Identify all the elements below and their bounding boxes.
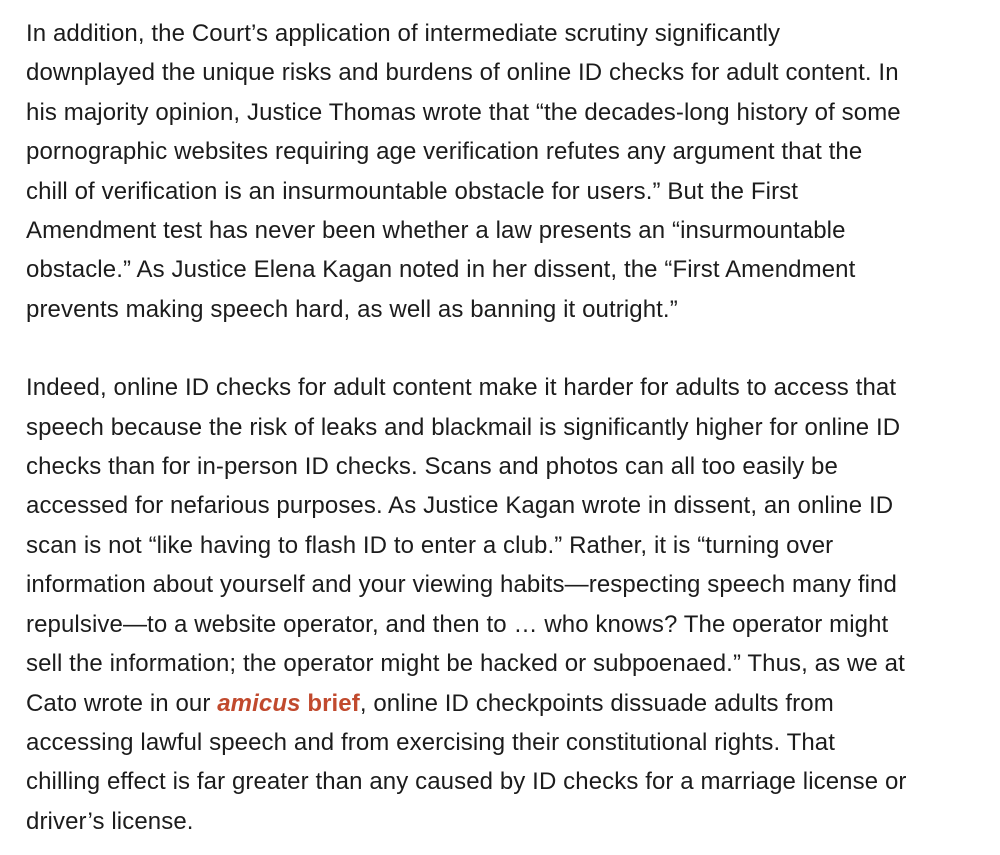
text-line: pornographic websites requiring age verification refutes any argument that the (26, 138, 863, 166)
text-line: accessing lawful speech and from exercising their constitutional rights. That (26, 728, 835, 756)
text-line-with-link (26, 684, 976, 723)
amicus-brief-link[interactable] (217, 690, 360, 717)
text-line: downplayed the unique risks and burdens of online ID checks for adult content. In (26, 59, 899, 87)
text-line: speech because the risk of leaks and blackmail is significantly higher for online ID (26, 413, 901, 441)
text-line: prevents making speech hard, as well as banning it outright.” (26, 295, 678, 323)
text-line: obstacle.” As Justice Elena Kagan noted in her dissent, the “First Amendment (26, 256, 856, 284)
text-line: scan is not “like having to flash ID to enter a club.” Rather, it is “turning over (26, 531, 834, 559)
text-line: sell the information; the operator might be hacked or subpoenaed.” Thus, as we at (26, 650, 905, 678)
link-italic-text: amicus (217, 689, 301, 717)
text-line: repulsive—to a website operator, and then to … who knows? The operator might (26, 610, 889, 638)
paragraph-1 (26, 14, 976, 329)
text-line: information about yourself and your viewing habits—respecting speech many find (26, 571, 897, 599)
text-line: checks than for in-person ID checks. Scans and photos can all too easily be (26, 453, 838, 481)
text-line: driver’s license. (26, 807, 194, 835)
link-line-suffix: , online ID checkpoints dissuade adults from (359, 689, 834, 717)
link-line-prefix: Cato wrote in our (26, 689, 218, 717)
text-line: chill of verification is an insurmountable obstacle for users.” But the First (26, 177, 799, 205)
text-line: Amendment test has never been whether a law presents an “insurmountable (26, 217, 846, 245)
text-line: his majority opinion, Justice Thomas wrote that “the decades-long history of some (26, 98, 901, 126)
article-body (26, 14, 976, 841)
link-rest-text: brief (300, 689, 360, 717)
paragraph-2 (26, 368, 976, 841)
text-line: In addition, the Court’s application of intermediate scrutiny significantly (26, 20, 781, 47)
text-line: chilling effect is far greater than any caused by ID checks for a marriage license or (26, 768, 907, 796)
text-line: Indeed, online ID checks for adult content make it harder for adults to access that (26, 374, 897, 402)
text-line: accessed for nefarious purposes. As Justice Kagan wrote in dissent, an online ID (26, 492, 894, 520)
